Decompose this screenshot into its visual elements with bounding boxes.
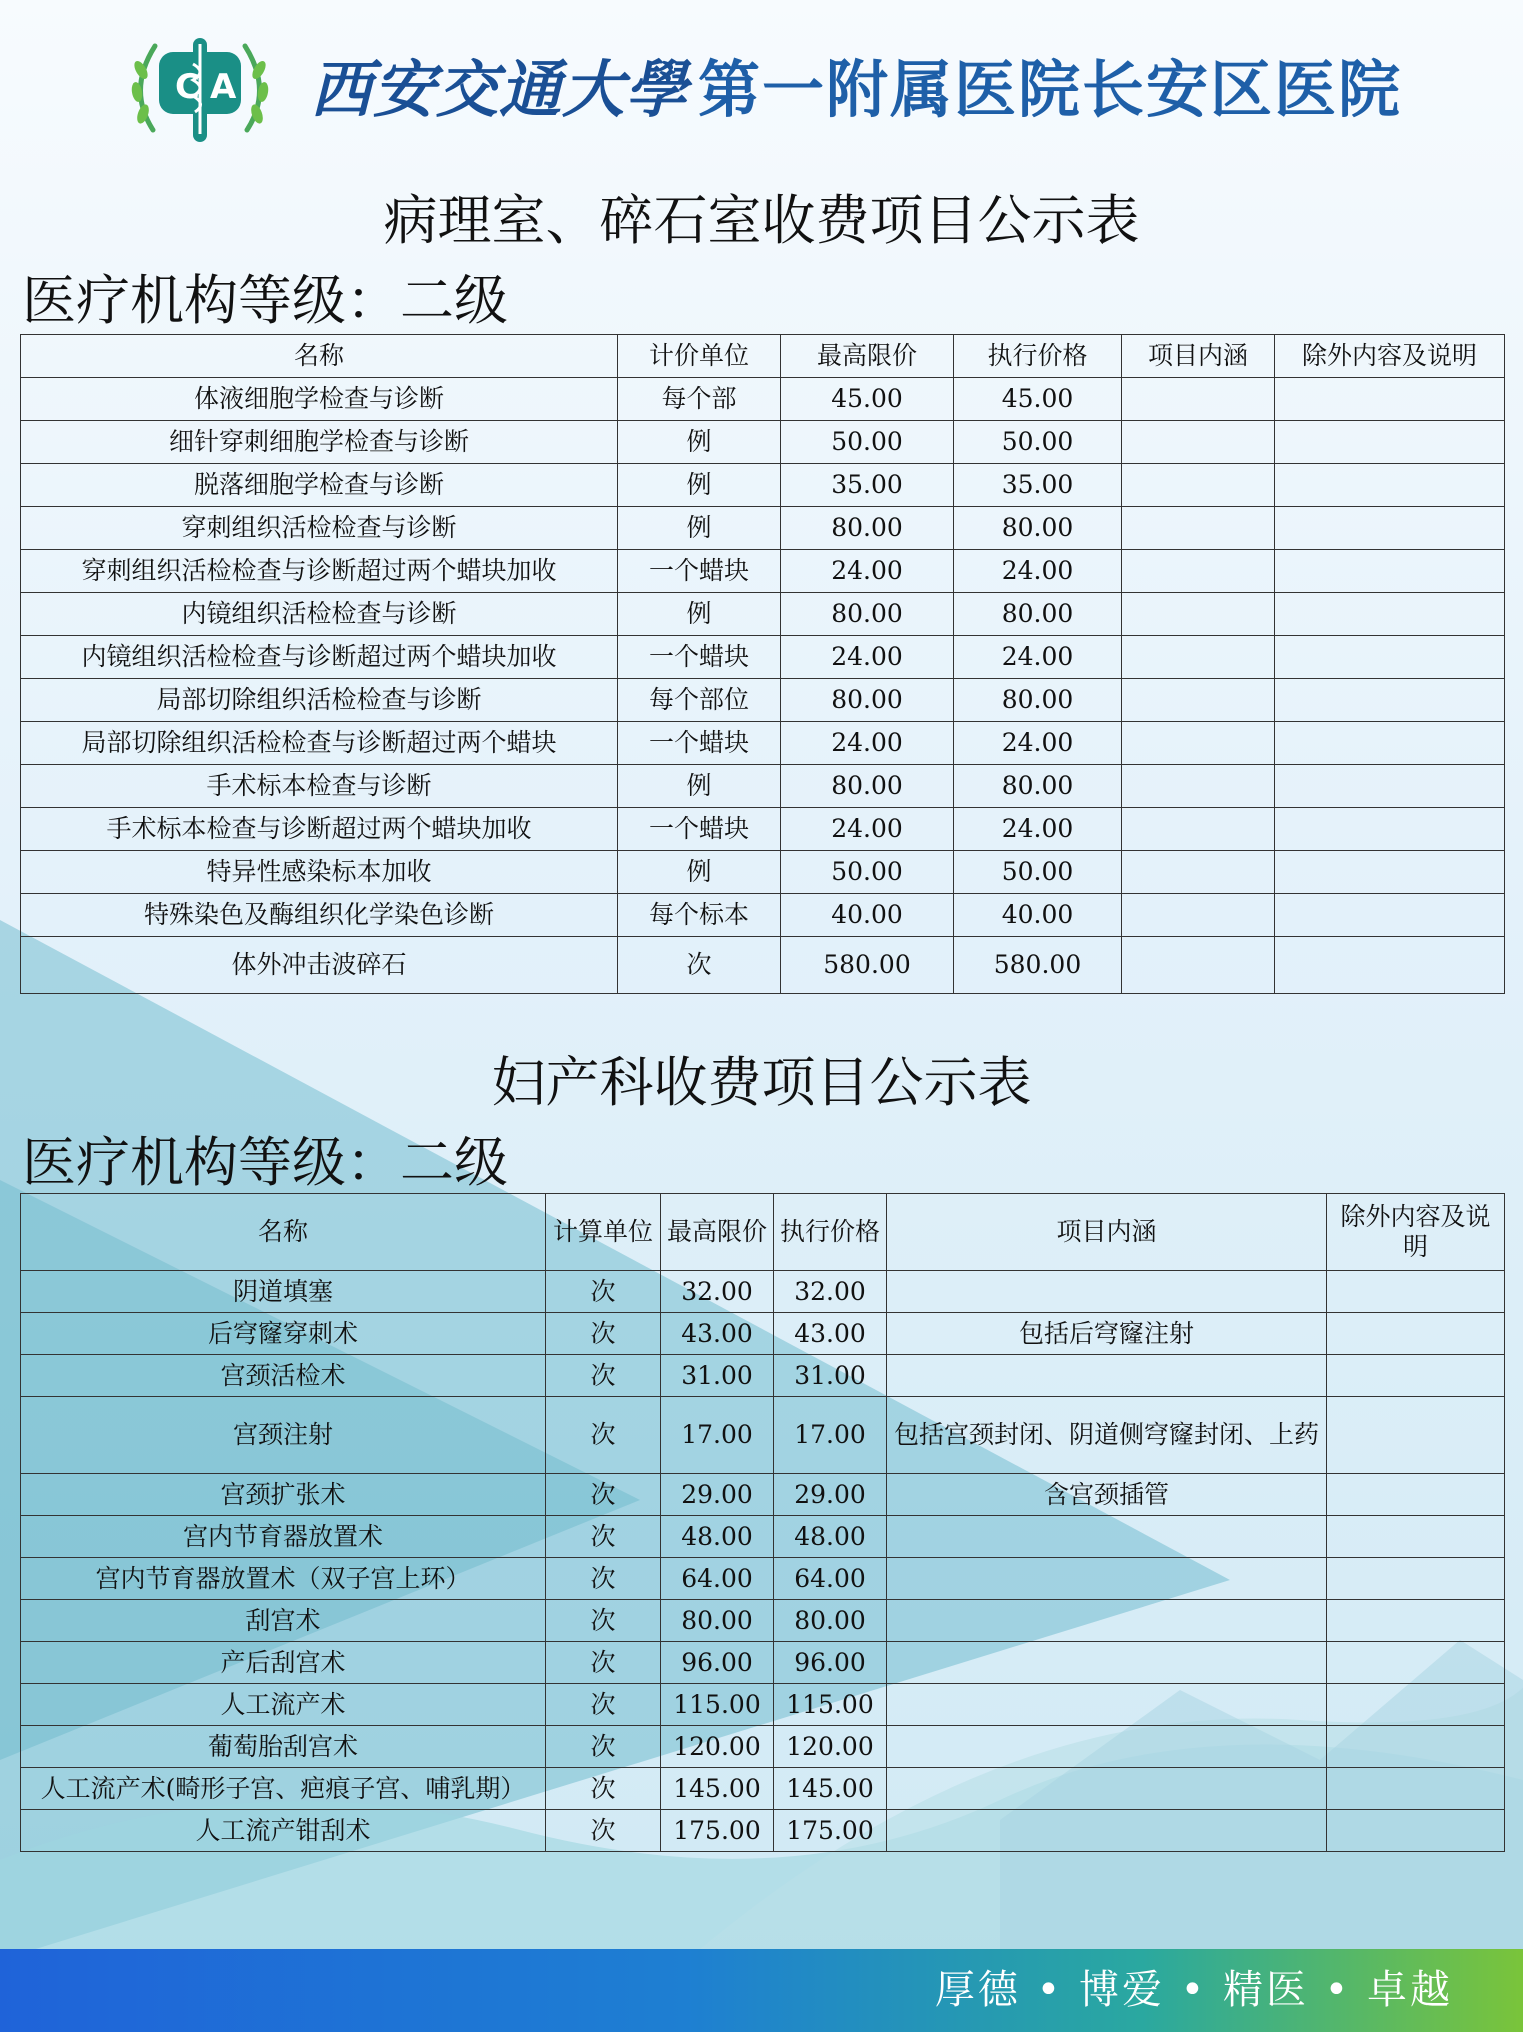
table-cell: 29.00 xyxy=(661,1474,774,1516)
table-body xyxy=(21,1271,1505,1852)
svg-text:C: C xyxy=(175,67,200,107)
table-row xyxy=(21,1397,1505,1474)
table-cell: 次 xyxy=(546,1768,661,1810)
table-row xyxy=(21,808,1505,851)
table-cell: 例 xyxy=(618,421,781,464)
table-cell: 24.00 xyxy=(781,550,954,593)
table-row xyxy=(21,1516,1505,1558)
table-cell xyxy=(887,1642,1327,1684)
table-cell xyxy=(887,1600,1327,1642)
table-cell: 每个标本 xyxy=(618,894,781,937)
table-cell: 宫颈扩张术 xyxy=(21,1474,546,1516)
table-cell: 43.00 xyxy=(774,1313,887,1355)
table-cell: 145.00 xyxy=(661,1768,774,1810)
table-row xyxy=(21,1810,1505,1852)
table-cell xyxy=(887,1726,1327,1768)
table-cell: 次 xyxy=(546,1271,661,1313)
table-cell: 穿刺组织活检检查与诊断 xyxy=(21,507,618,550)
table-cell xyxy=(1327,1642,1505,1684)
table-row xyxy=(21,679,1505,722)
table-cell: 特殊染色及酶组织化学染色诊断 xyxy=(21,894,618,937)
table-cell: 43.00 xyxy=(661,1313,774,1355)
table-cell: 17.00 xyxy=(661,1397,774,1474)
table-cell xyxy=(1327,1313,1505,1355)
table-header-row xyxy=(21,335,1505,378)
table-cell: 175.00 xyxy=(661,1810,774,1852)
table-cell: 次 xyxy=(546,1516,661,1558)
column-header: 项目内涵 xyxy=(887,1194,1327,1271)
table-cell: 80.00 xyxy=(954,679,1122,722)
section2-title: 妇产科收费项目公示表 xyxy=(491,1051,1032,1114)
table-cell: 穿刺组织活检检查与诊断超过两个蜡块加收 xyxy=(21,550,618,593)
section1-title: 病理室、碎石室收费项目公示表 xyxy=(383,189,1140,252)
table-cell: 局部切除组织活检检查与诊断超过两个蜡块 xyxy=(21,722,618,765)
table-cell: 后穹窿穿刺术 xyxy=(21,1313,546,1355)
table-cell xyxy=(1275,679,1505,722)
table-cell xyxy=(1275,464,1505,507)
table-cell: 次 xyxy=(546,1726,661,1768)
table-cell: 一个蜡块 xyxy=(618,636,781,679)
table-row xyxy=(21,550,1505,593)
table-cell: 80.00 xyxy=(781,593,954,636)
table-cell: 人工流产钳刮术 xyxy=(21,1810,546,1852)
column-header: 项目内涵 xyxy=(1122,335,1275,378)
table-cell: 64.00 xyxy=(661,1558,774,1600)
table-cell: 例 xyxy=(618,851,781,894)
table-cell: 64.00 xyxy=(774,1558,887,1600)
hospital-name xyxy=(310,45,1402,135)
table-cell: 50.00 xyxy=(954,851,1122,894)
table-row xyxy=(21,1474,1505,1516)
table-cell: 阴道填塞 xyxy=(21,1271,546,1313)
table-cell: 体外冲击波碎石 xyxy=(21,937,618,994)
section1-level: 医疗机构等级：二级 xyxy=(22,269,508,332)
table-cell xyxy=(887,1684,1327,1726)
table-cell: 次 xyxy=(618,937,781,994)
hospital-header xyxy=(0,0,1523,170)
table-cell xyxy=(1275,636,1505,679)
table-cell: 45.00 xyxy=(954,378,1122,421)
table-cell: 例 xyxy=(618,593,781,636)
table-cell xyxy=(1275,808,1505,851)
table-cell xyxy=(1122,851,1275,894)
table-row xyxy=(21,937,1505,994)
table-cell: 刮宫术 xyxy=(21,1600,546,1642)
table-cell: 次 xyxy=(546,1684,661,1726)
table-cell xyxy=(1275,378,1505,421)
table-cell xyxy=(1122,464,1275,507)
table-cell xyxy=(887,1810,1327,1852)
section2-level: 医疗机构等级：二级 xyxy=(22,1131,508,1194)
table-cell xyxy=(1275,894,1505,937)
column-header: 最高限价 xyxy=(661,1194,774,1271)
table-cell: 24.00 xyxy=(954,722,1122,765)
table-cell: 120.00 xyxy=(774,1726,887,1768)
table-cell: 每个部位 xyxy=(618,679,781,722)
table-cell: 80.00 xyxy=(774,1600,887,1642)
table-cell: 35.00 xyxy=(954,464,1122,507)
table-cell xyxy=(1275,593,1505,636)
table-cell: 29.00 xyxy=(774,1474,887,1516)
table-cell: 一个蜡块 xyxy=(618,550,781,593)
table-cell: 次 xyxy=(546,1397,661,1474)
table-cell: 24.00 xyxy=(954,636,1122,679)
table-cell: 产后刮宫术 xyxy=(21,1642,546,1684)
table-row xyxy=(21,1558,1505,1600)
table-cell xyxy=(1122,421,1275,464)
table-cell: 次 xyxy=(546,1474,661,1516)
table-cell: 宫颈注射 xyxy=(21,1397,546,1474)
table-cell: 每个部 xyxy=(618,378,781,421)
table-cell xyxy=(1327,1271,1505,1313)
column-header: 计价单位 xyxy=(618,335,781,378)
table-cell: 脱落细胞学检查与诊断 xyxy=(21,464,618,507)
table-cell: 宫内节育器放置术（双子宫上环） xyxy=(21,1558,546,1600)
table-cell: 80.00 xyxy=(781,679,954,722)
table-cell: 一个蜡块 xyxy=(618,808,781,851)
table-cell xyxy=(1275,507,1505,550)
table-cell xyxy=(1327,1768,1505,1810)
table-row xyxy=(21,1642,1505,1684)
table-cell xyxy=(1327,1726,1505,1768)
table-cell: 80.00 xyxy=(954,765,1122,808)
table-cell xyxy=(1122,808,1275,851)
table-cell: 50.00 xyxy=(954,421,1122,464)
table-cell: 32.00 xyxy=(774,1271,887,1313)
table-cell: 次 xyxy=(546,1810,661,1852)
column-header: 执行价格 xyxy=(954,335,1122,378)
table-row xyxy=(21,1768,1505,1810)
column-header: 除外内容及说明 xyxy=(1327,1194,1505,1271)
table-cell: 175.00 xyxy=(774,1810,887,1852)
table-cell: 50.00 xyxy=(781,851,954,894)
table-cell: 24.00 xyxy=(781,722,954,765)
table-cell: 例 xyxy=(618,507,781,550)
svg-text:A: A xyxy=(210,67,237,107)
table-cell: 包括后穹窿注射 xyxy=(887,1313,1327,1355)
table-row xyxy=(21,421,1505,464)
table-cell xyxy=(1327,1474,1505,1516)
table-cell: 17.00 xyxy=(774,1397,887,1474)
column-header: 名称 xyxy=(21,335,618,378)
table-cell: 80.00 xyxy=(954,593,1122,636)
table-cell: 包括宫颈封闭、阴道侧穹窿封闭、上药 xyxy=(887,1397,1327,1474)
table-cell: 145.00 xyxy=(774,1768,887,1810)
gynecology-fee-table xyxy=(20,1193,1505,1852)
table-row xyxy=(21,851,1505,894)
table-cell: 例 xyxy=(618,464,781,507)
table-row xyxy=(21,507,1505,550)
table-cell xyxy=(1122,507,1275,550)
table-row xyxy=(21,1313,1505,1355)
table-cell: 次 xyxy=(546,1558,661,1600)
table-cell: 35.00 xyxy=(781,464,954,507)
table-cell: 例 xyxy=(618,765,781,808)
table-cell xyxy=(1275,421,1505,464)
table-cell: 115.00 xyxy=(661,1684,774,1726)
table-cell xyxy=(1327,1684,1505,1726)
table-cell: 含宫颈插管 xyxy=(887,1474,1327,1516)
table-row xyxy=(21,765,1505,808)
table-header-row xyxy=(21,1194,1505,1271)
table-cell xyxy=(1327,1600,1505,1642)
table-cell xyxy=(1122,937,1275,994)
table-cell: 31.00 xyxy=(774,1355,887,1397)
table-row xyxy=(21,722,1505,765)
column-header: 名称 xyxy=(21,1194,546,1271)
table-cell: 80.00 xyxy=(781,765,954,808)
table-cell xyxy=(1122,593,1275,636)
table-cell: 次 xyxy=(546,1642,661,1684)
table-cell: 31.00 xyxy=(661,1355,774,1397)
table-cell xyxy=(1275,550,1505,593)
table-cell xyxy=(887,1558,1327,1600)
table-cell: 580.00 xyxy=(954,937,1122,994)
table-cell: 次 xyxy=(546,1355,661,1397)
table-cell: 葡萄胎刮宫术 xyxy=(21,1726,546,1768)
table-cell xyxy=(1275,937,1505,994)
table-cell: 内镜组织活检检查与诊断超过两个蜡块加收 xyxy=(21,636,618,679)
table-row xyxy=(21,636,1505,679)
hospital-branch-name: 第一附属医院长安区医院 xyxy=(698,53,1403,126)
table-cell: 人工流产术(畸形子宫、疤痕子宫、哺乳期） xyxy=(21,1768,546,1810)
table-row xyxy=(21,894,1505,937)
table-cell: 48.00 xyxy=(774,1516,887,1558)
table-row xyxy=(21,1355,1505,1397)
table-cell xyxy=(1122,550,1275,593)
footer-bar xyxy=(0,1949,1523,2032)
table-cell xyxy=(1122,378,1275,421)
table-cell xyxy=(887,1768,1327,1810)
table-cell: 手术标本检查与诊断超过两个蜡块加收 xyxy=(21,808,618,851)
table-cell: 24.00 xyxy=(954,550,1122,593)
table-cell: 宫颈活检术 xyxy=(21,1355,546,1397)
table-cell: 120.00 xyxy=(661,1726,774,1768)
table-cell xyxy=(1122,636,1275,679)
table-row xyxy=(21,593,1505,636)
table-cell: 40.00 xyxy=(781,894,954,937)
table-row xyxy=(21,464,1505,507)
table-cell: 次 xyxy=(546,1600,661,1642)
table-cell xyxy=(1275,765,1505,808)
table-cell: 特异性感染标本加收 xyxy=(21,851,618,894)
table-cell xyxy=(1122,722,1275,765)
table-cell: 32.00 xyxy=(661,1271,774,1313)
hospital-logo-icon xyxy=(125,30,275,150)
table-row xyxy=(21,1600,1505,1642)
table-cell: 24.00 xyxy=(781,808,954,851)
table-cell: 24.00 xyxy=(954,808,1122,851)
table-cell: 45.00 xyxy=(781,378,954,421)
table-cell: 宫内节育器放置术 xyxy=(21,1516,546,1558)
table-cell: 次 xyxy=(546,1313,661,1355)
table-cell: 96.00 xyxy=(661,1642,774,1684)
table-cell xyxy=(1122,765,1275,808)
table-row xyxy=(21,378,1505,421)
table-cell: 96.00 xyxy=(774,1642,887,1684)
table-cell xyxy=(1327,1516,1505,1558)
table-cell: 人工流产术 xyxy=(21,1684,546,1726)
table-cell: 80.00 xyxy=(954,507,1122,550)
table-cell xyxy=(1122,679,1275,722)
table-cell xyxy=(1275,722,1505,765)
table-cell xyxy=(1122,894,1275,937)
table-cell: 细针穿刺细胞学检查与诊断 xyxy=(21,421,618,464)
column-header: 最高限价 xyxy=(781,335,954,378)
table-cell xyxy=(887,1271,1327,1313)
table-cell: 48.00 xyxy=(661,1516,774,1558)
table-cell: 局部切除组织活检检查与诊断 xyxy=(21,679,618,722)
table-cell xyxy=(1327,1397,1505,1474)
table-cell xyxy=(887,1355,1327,1397)
table-cell: 内镜组织活检检查与诊断 xyxy=(21,593,618,636)
table-row xyxy=(21,1271,1505,1313)
table-cell xyxy=(1327,1558,1505,1600)
table-cell: 体液细胞学检查与诊断 xyxy=(21,378,618,421)
column-header: 除外内容及说明 xyxy=(1275,335,1505,378)
table-cell xyxy=(1327,1810,1505,1852)
table-cell xyxy=(1275,851,1505,894)
column-header: 计算单位 xyxy=(546,1194,661,1271)
table-cell: 手术标本检查与诊断 xyxy=(21,765,618,808)
table-cell: 50.00 xyxy=(781,421,954,464)
table-cell: 24.00 xyxy=(781,636,954,679)
university-name: 西安交通大學 xyxy=(310,53,689,126)
pathology-fee-table xyxy=(20,334,1505,994)
table-cell: 115.00 xyxy=(774,1684,887,1726)
table-cell: 80.00 xyxy=(781,507,954,550)
table-cell: 40.00 xyxy=(954,894,1122,937)
table-body xyxy=(21,378,1505,994)
table-cell xyxy=(1327,1355,1505,1397)
table-cell xyxy=(887,1516,1327,1558)
column-header: 执行价格 xyxy=(774,1194,887,1271)
footer-slogan: 厚德 • 博爱 • 精医 • 卓越 xyxy=(934,1967,1453,2013)
table-cell: 一个蜡块 xyxy=(618,722,781,765)
table-cell: 80.00 xyxy=(661,1600,774,1642)
table-row xyxy=(21,1684,1505,1726)
table-row xyxy=(21,1726,1505,1768)
table-cell: 580.00 xyxy=(781,937,954,994)
